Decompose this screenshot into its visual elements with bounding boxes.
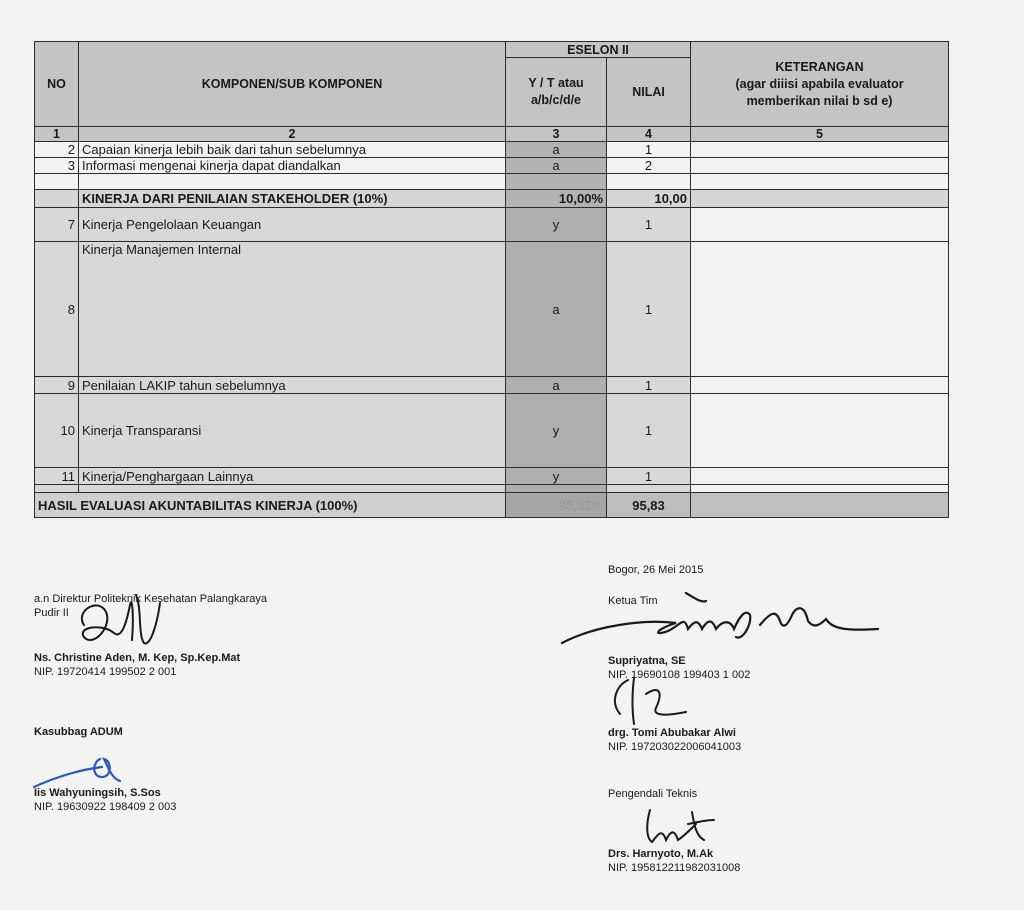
- header-ket-title: KETERANGAN: [775, 59, 864, 74]
- row-keterangan: [691, 468, 949, 485]
- signatory-name: Ns. Christine Aden, M. Kep, Sp.Kep.Mat: [34, 652, 241, 664]
- row-keterangan: [691, 208, 949, 242]
- handwritten-signature-supriyatna: [556, 585, 886, 655]
- row-komponen: Kinerja Transparansi: [79, 394, 506, 468]
- signatory-nip: NIP. 197203022006041003: [608, 741, 742, 753]
- table-row: [35, 208, 949, 242]
- row-komponen: Capaian kinerja lebih baik dari tahun sebelumnya: [79, 142, 506, 158]
- row-komponen: Penilaian LAKIP tahun sebelumnya: [79, 377, 506, 394]
- header-no: NO: [35, 42, 79, 127]
- spacer-row: [35, 485, 949, 493]
- left-line2: Pudir II: [34, 607, 69, 619]
- row-keterangan: [691, 242, 949, 377]
- row-nilai: 2: [607, 158, 691, 174]
- stakeholder-label: KINERJA DARI PENILAIAN STAKEHOLDER (10%): [79, 190, 506, 208]
- col-number: 5: [691, 127, 949, 142]
- table-row: [35, 242, 949, 377]
- table-row: [35, 158, 949, 174]
- header-yt-line1: Y / T atau: [528, 76, 584, 90]
- row-yt: y: [506, 208, 607, 242]
- signatory-name: drg. Tomi Abubakar Alwi: [608, 727, 736, 739]
- table-row: [35, 142, 949, 158]
- header-keterangan: [691, 42, 949, 127]
- row-no: 11: [35, 468, 79, 485]
- col-number: 2: [79, 127, 506, 142]
- right-role-3: Pengendali Teknis: [608, 788, 698, 800]
- row-keterangan: [691, 377, 949, 394]
- handwritten-signature-harnyoto: [640, 806, 720, 848]
- header-yt-line2: a/b/c/d/e: [530, 93, 582, 107]
- right-role-1: Ketua Tim: [608, 595, 658, 607]
- row-yt: a: [506, 158, 607, 174]
- row-komponen: Kinerja Pengelolaan Keuangan: [79, 208, 506, 242]
- col-number: 1: [35, 127, 79, 142]
- signatory-nip: NIP. 19690108 199403 1 002: [608, 669, 751, 681]
- total-row: [35, 493, 949, 518]
- row-no: 2: [35, 142, 79, 158]
- row-yt: a: [506, 242, 607, 377]
- row-no: 7: [35, 208, 79, 242]
- right-signatory-3: [608, 847, 740, 875]
- header-yt: [506, 58, 607, 127]
- col-number: 4: [607, 127, 691, 142]
- row-yt: y: [506, 394, 607, 468]
- row-nilai: 1: [607, 208, 691, 242]
- stakeholder-percent: 10,00%: [506, 190, 607, 208]
- signatory-role: Kasubbag ADUM: [34, 726, 123, 738]
- left-signatory-2: [34, 786, 176, 814]
- table-row: [35, 377, 949, 394]
- row-komponen: Kinerja Manajemen Internal: [79, 242, 506, 377]
- row-keterangan: [691, 158, 949, 174]
- stakeholder-nilai: 10,00: [607, 190, 691, 208]
- row-nilai: 1: [607, 377, 691, 394]
- total-nilai: 95,83: [607, 493, 691, 518]
- header-eselon: ESELON II: [506, 42, 691, 58]
- empty-row: [35, 174, 949, 190]
- row-no: 8: [35, 242, 79, 377]
- table-row: [35, 394, 949, 468]
- signatory-nip: NIP. 195812211982031008: [608, 862, 741, 874]
- left-role-2: [34, 725, 123, 739]
- stakeholder-row: [35, 190, 949, 208]
- table-row: [35, 468, 949, 485]
- col-number: 3: [506, 127, 607, 142]
- row-yt: y: [506, 468, 607, 485]
- left-line1: a.n Direktur Politeknik Kesehatan Palangkaraya: [34, 593, 267, 605]
- row-yt: a: [506, 142, 607, 158]
- handwritten-signature-tomi: [606, 672, 696, 730]
- total-percent: 95,83%: [506, 493, 607, 518]
- column-number-row: [35, 127, 949, 142]
- left-signatory-1: [34, 651, 240, 679]
- header-nilai: NILAI: [607, 58, 691, 127]
- row-nilai: 1: [607, 394, 691, 468]
- place-date: Bogor, 26 Mei 2015: [608, 564, 704, 576]
- row-komponen: Informasi mengenai kinerja dapat diandalkan: [79, 158, 506, 174]
- header-ket-note-1: (agar diiisi apabila evaluator: [735, 76, 904, 91]
- signatory-name: Supriyatna, SE: [608, 655, 686, 667]
- row-no: 9: [35, 377, 79, 394]
- signatory-nip: NIP. 19720414 199502 2 001: [34, 666, 177, 678]
- signatory-name: Drs. Harnyoto, M.Ak: [608, 848, 714, 860]
- row-komponen: Kinerja/Penghargaan Lainnya: [79, 468, 506, 485]
- row-keterangan: [691, 394, 949, 468]
- total-label: HASIL EVALUASI AKUNTABILITAS KINERJA (100%): [35, 493, 506, 518]
- row-no: 3: [35, 158, 79, 174]
- evaluation-table: [34, 41, 949, 518]
- row-nilai: 1: [607, 142, 691, 158]
- signatory-nip: NIP. 19630922 198409 2 003: [34, 801, 177, 813]
- header-ket-note-2: memberikan nilai b sd e): [746, 93, 893, 108]
- row-yt: a: [506, 377, 607, 394]
- row-keterangan: [691, 142, 949, 158]
- row-nilai: 1: [607, 242, 691, 377]
- handwritten-signature-christine: [72, 585, 172, 657]
- signatory-name: Iis Wahyuningsih, S.Sos: [34, 787, 161, 799]
- row-no: 10: [35, 394, 79, 468]
- row-nilai: 1: [607, 468, 691, 485]
- right-signatory-2: [608, 726, 741, 754]
- header-komponen: KOMPONEN/SUB KOMPONEN: [79, 42, 506, 127]
